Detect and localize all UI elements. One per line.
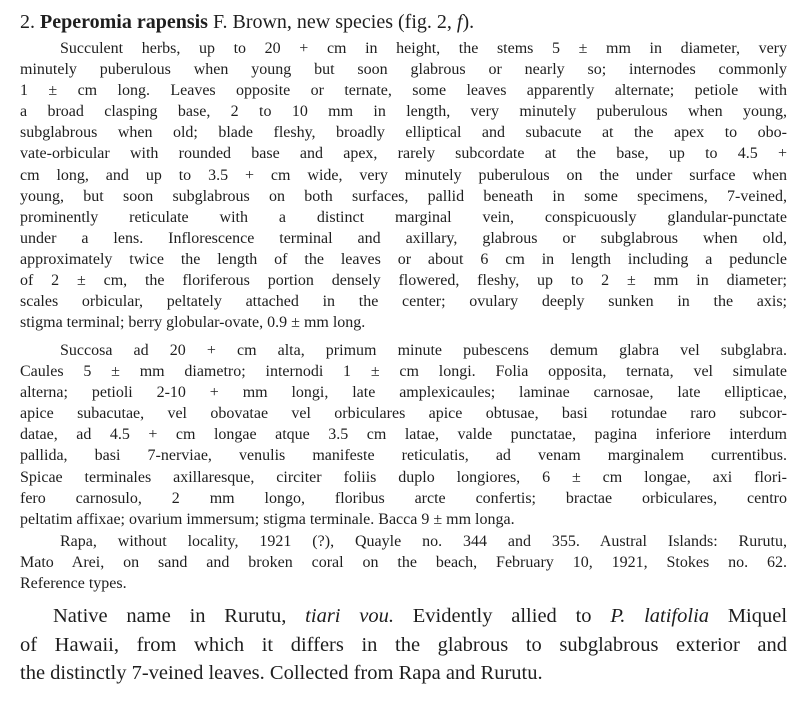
text-line: stigma terminal; berry globular-ovate, 0.9 ± mm long. — [20, 314, 366, 332]
text-line: alterna; petioli 2-10 + mm longi, late amplexicaules; laminae carnosae, late ellipticae, — [20, 384, 787, 402]
text-line: prominently reticulate with a distinct marginal vein, conspicuously glandular-punctate — [20, 208, 787, 226]
text-line: pallida, basi 7-nerviae, venulis manifeste reticulatis, ad venam marginalem currentibus. — [20, 447, 787, 465]
text-line: minutely puberulous when young but soon glabrous or nearly so; internodes commonly — [20, 61, 787, 79]
text-line: vate-orbicular with rounded base and apex, rarely subcordate at the base, up to 4.5 + — [20, 145, 787, 163]
text-line: Succulent herbs, up to 20 + cm in height, the stems 5 ± mm in diameter, very — [60, 40, 787, 57]
species-number: 2. — [20, 11, 35, 33]
native-name: tiari vou. — [305, 605, 394, 627]
text-line: Caules 5 ± mm diametro; internodi 1 ± cm longi. Folia opposita, ternata, vel simulate — [20, 363, 787, 381]
latin-description — [20, 340, 787, 530]
text-line: cm long, and up to 3.5 + cm wide, very minutely puberulous on the under surface when — [20, 166, 787, 184]
text-line: 1 ± cm long. Leaves opposite or ternate, some leaves apparently alternate; petiole with — [20, 82, 787, 100]
text-line: Spicae terminales axillaresque, circiter foliis duplo longiores, 6 ± cm longae, axi flori- — [20, 468, 787, 486]
english-description — [20, 38, 787, 333]
species-author: F. Brown, new species — [212, 11, 393, 33]
text-line: fero carnosulo, 2 mm longo, floribus arcte confertis; bractae orbiculares, centro — [20, 489, 787, 507]
specimen-citations — [20, 531, 787, 594]
text-line: datae, ad 4.5 + cm longae atque 3.5 cm latae, valde punctatae, pagina inferiore interdum — [20, 426, 787, 444]
text-line: the distinctly 7-veined leaves. Collected from Rapa and Rurutu. — [20, 662, 543, 684]
text-line: Rapa, without locality, 1921 (?), Quayle no. 344 and 355. Austral Islands: Rurutu, — [60, 533, 787, 550]
text-line: Native name in Rurutu, tiari vou. Evidently allied to P. latifolia Miquel — [53, 605, 788, 627]
species-heading — [20, 8, 790, 36]
allied-species: P. latifolia — [610, 605, 710, 627]
text-line: a broad clasping base, 2 to 10 mm in length, very minutely puberulous when young, — [20, 103, 787, 121]
text-line: subglabrous when old; blade fleshy, broadly elliptical and subacute at the apex to obo- — [20, 124, 787, 142]
figure-reference: (fig. 2, f). — [398, 11, 475, 33]
text-line: of Hawaii, from which it differs in the glabrous to subglabrous exterior and — [20, 633, 787, 656]
species-notes — [20, 602, 787, 688]
text-line: scales orbicular, peltately attached in the center; ovulary deeply sunken in the axis; — [20, 293, 787, 311]
text-line: apice subacutae, vel obovatae vel orbiculares apice obtusae, basi rotundae raro subcor- — [20, 405, 787, 423]
text-line: Succosa ad 20 + cm alta, primum minute pubescens demum glabra vel subglabra. — [60, 342, 787, 359]
text-line: under a lens. Inflorescence terminal and axillary, glabrous or subglabrous when old, — [20, 229, 787, 247]
species-name: Peperomia rapensis — [40, 11, 208, 33]
text-line: of 2 ± cm, the floriferous portion densely flowered, fleshy, up to 2 ± mm in diameter; — [20, 272, 787, 290]
text-line: approximately twice the length of the leaves or about 6 cm in length including a peduncle — [20, 250, 787, 268]
text-line: young, but soon subglabrous on both surfaces, pallid beneath in some specimens, 7-veined, — [20, 187, 787, 205]
text-line: peltatim affixae; ovarium immersum; stigma terminale. Bacca 9 ± mm longa. — [20, 510, 515, 528]
text-line: Reference types. — [20, 575, 127, 593]
text-line: Mato Arei, on sand and broken coral on the beach, February 10, 1921, Stokes no. 62. — [20, 554, 787, 572]
